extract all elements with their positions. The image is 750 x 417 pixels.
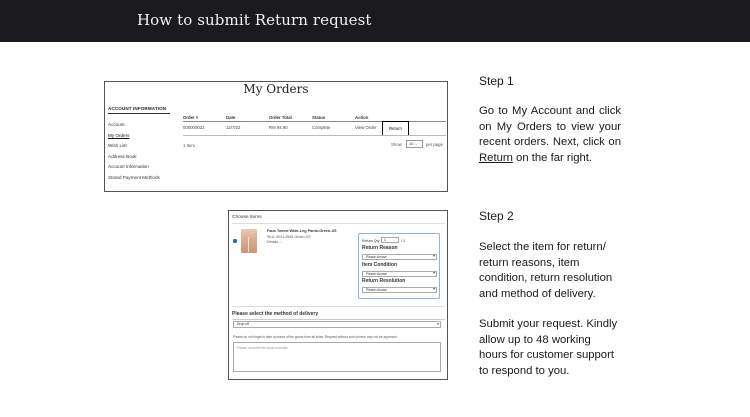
return-qty-input[interactable]: 1 [381,237,399,243]
view-order-link[interactable]: View Order [355,125,377,130]
return-resolution-label: Return Resolution [362,278,406,284]
product-sku: SKU: 8011-4545-Green-XS [267,235,311,239]
step-2-title: Step 2 [479,209,514,223]
column-order-number: Order # [183,115,199,120]
photo-note: Please do not forget to take a picture of the goods from all sides. Request without such photos may not be approved. [233,335,398,339]
items-count: 1 Item [183,143,195,148]
table-row-divider [183,135,446,136]
return-qty-label: Return Qty [362,239,380,243]
column-order-total: Order Total [269,115,292,120]
per-page-label: per page [426,142,443,147]
divider [232,223,445,224]
delivery-method-select[interactable]: Drop off ▾ [233,321,441,328]
account-nav [108,122,160,185]
column-action: Action [355,115,369,120]
order-date: 12/7/22 [226,125,241,130]
return-form-screenshot [228,210,448,380]
return-qty-max: / 1 [401,239,405,243]
order-status: Complete [312,125,331,130]
step-2-text: Select the item for return/ return reasons, item condition, return resolution and method of delivery. [479,241,613,300]
product-thumbnail [241,229,257,253]
order-total: RM 94.90 [269,125,288,130]
divider [232,319,445,320]
page-title: How to submit Return request [137,11,372,29]
product-name: Faux Tweed Wide-Leg Pants-Green-XS [267,229,337,233]
issue-description-textarea[interactable]: Please, describe the issue in details [233,342,441,372]
step-1-title: Step 1 [479,74,514,88]
choose-items-title: Choose Items [232,215,262,220]
account-information-title: ACCOUNT INFORMATION [108,106,167,111]
details-toggle[interactable]: Details ⌵ [267,240,282,244]
delivery-method-label: Please select the method of delivery [232,311,319,317]
nav-item-account-information[interactable]: Account Information [108,164,149,169]
order-number: 000000022 [183,125,205,130]
page-size-select[interactable]: 10 ⌵ [406,140,423,148]
return-link-text: Return [479,151,513,164]
return-reason-label: Return Reason [362,245,398,251]
nav-item-stored-payment-methods[interactable]: Stored Payment Methods [108,174,160,180]
return-resolution-select[interactable]: Please choose ▾ [362,287,437,293]
item-condition-select[interactable]: Please choose ▾ [362,271,437,277]
header-bar [0,0,750,42]
step-2-submit-text: Submit your request. Kindly allow up to 48 working hours for customer support to respond to you. [479,318,618,377]
step-1-text: Go to My Account and click on My Orders to view your recent orders. Next, click on Return on the far right. [479,105,621,164]
divider [108,113,170,114]
return-button[interactable]: Return [382,121,409,136]
nav-item-address-book[interactable]: Address Book [108,153,137,159]
divider [232,306,445,307]
nav-item-account[interactable]: Account [108,122,125,127]
return-reason-select[interactable]: Please choose ▾ [362,254,437,260]
item-checkbox[interactable] [233,239,237,243]
my-orders-screenshot [104,81,448,192]
column-status: Status [312,115,326,120]
my-orders-heading: My Orders [243,82,309,96]
nav-item-my-orders[interactable]: My Orders [108,132,130,138]
nav-item-wish-list[interactable]: Wish List [108,143,127,148]
column-date: Date [226,115,236,120]
item-condition-label: Item Condition [362,262,397,268]
show-label: Show [391,142,402,147]
